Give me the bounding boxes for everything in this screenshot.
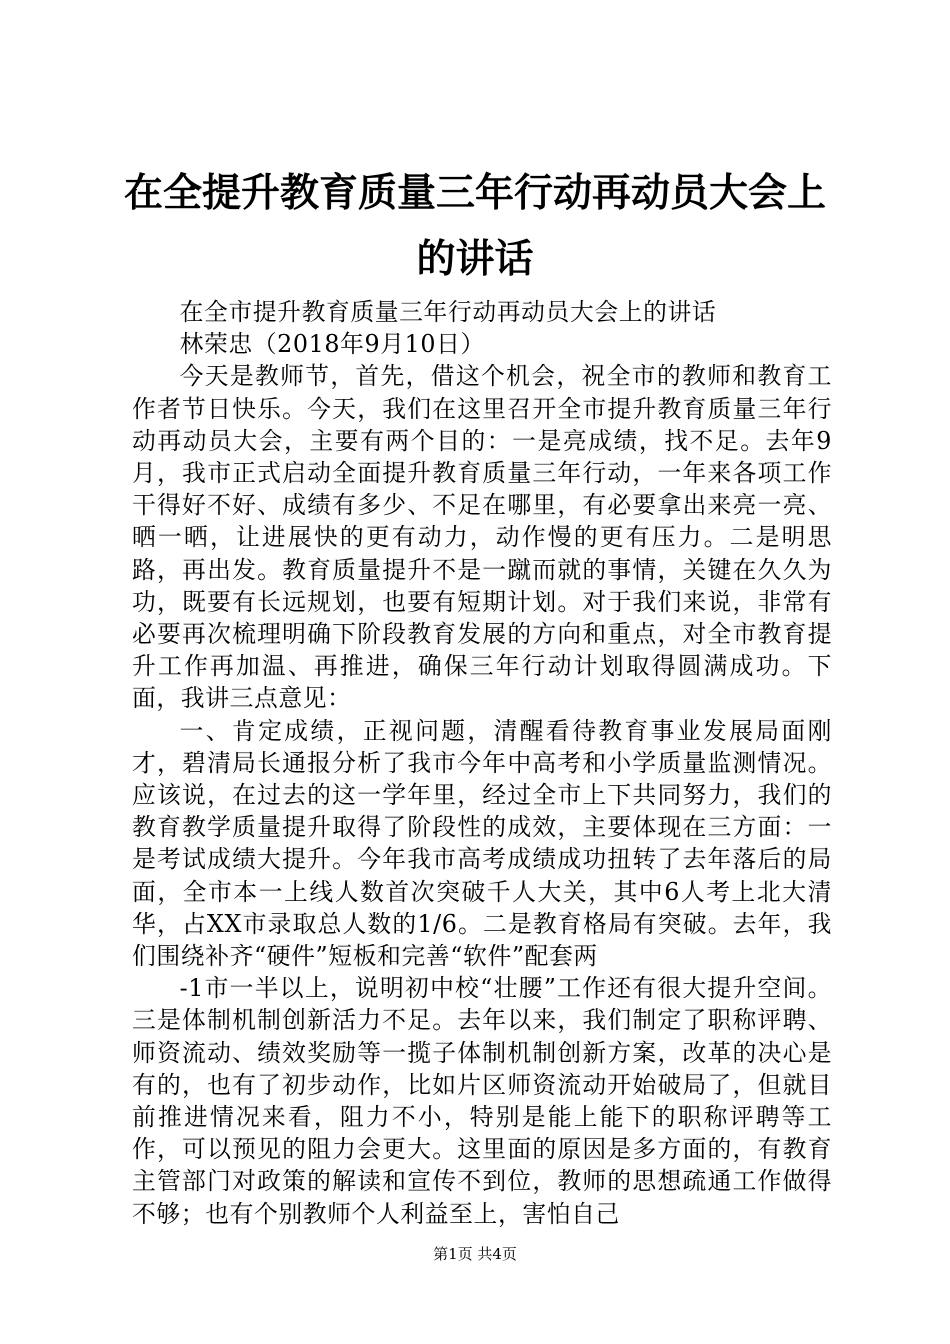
subtitle-paragraph: 在全市提升教育质量三年行动再动员大会上的讲话 xyxy=(179,298,717,326)
author-date-paragraph: 林荣忠（2018年9月10日） xyxy=(179,330,485,359)
continuation-paragraph: -1市一半以上，说明初中校“壮腰”工作还有很大提升空间。三是体制机制创新活力不足。去年以来，我们制定了职称评聘、师资流动、绩效奖励等一揽子体制机制创新方案，改革的决心是有的，也有了初步动作，比如片区师资流动开始破局了，但就目前推进情况来看，阻力不小，特别是能上能下的职称评聘等工作，可以预见的阻力会更大。这里面的原因是多方面的，有教育主管部门对政策的解读和宣传不到位，教师的思想疏通工作做得不够；也有个别教师个人利益至上，害怕自己 xyxy=(132,974,832,1228)
intro-paragraph: 今天是教师节，首先，借这个机会，祝全市的教师和教育工作者节日快乐。今天，我们在这里召开全市提升教育质量三年行动再动员大会，主要有两个目的：一是亮成绩，找不足。去年9月，我市正式启动全面提升教育质量三年行动，一年来各项工作干得好不好、成绩有多少、不足在哪里，有必要拿出来亮一亮、晒一晒，让进展快的更有动力，动作慢的更有压力。二是明思路，再出发。教育质量提升不是一蹴而就的事情，关键在久久为功，既要有长远规划，也要有短期计划。对于我们来说，非常有必要再次梳理明确下阶段教育发展的方向和重点，对全市教育提升工作再加温、再推进，确保三年行动计划取得圆满成功。下面，我讲三点意见： xyxy=(132,362,832,713)
section-one-paragraph: 一、肯定成绩，正视问题，清醒看待教育事业发展局面刚才，碧清局长通报分析了我市今年中高考和小学质量监测情况。应该说，在过去的这一学年里，经过全市上下共同努力，我们的教育教学质量提升取得了阶段性的成效，主要体现在三方面：一是考试成绩大提升。今年我市高考成绩成功扭转了去年落后的局面，全市本一上线人数首次突破千人大关，其中6人考上北大清华，占XX市录取总人数的1/6。二是教育格局有突破。去年，我们围绕补齐“硬件”短板和完善“软件”配套两 xyxy=(132,716,832,971)
page-footer: 第1页 共4页 xyxy=(433,1245,517,1263)
document-title: 在全提升教育质量三年行动再动员大会上的讲话 xyxy=(123,170,826,282)
document-body xyxy=(132,296,832,1230)
